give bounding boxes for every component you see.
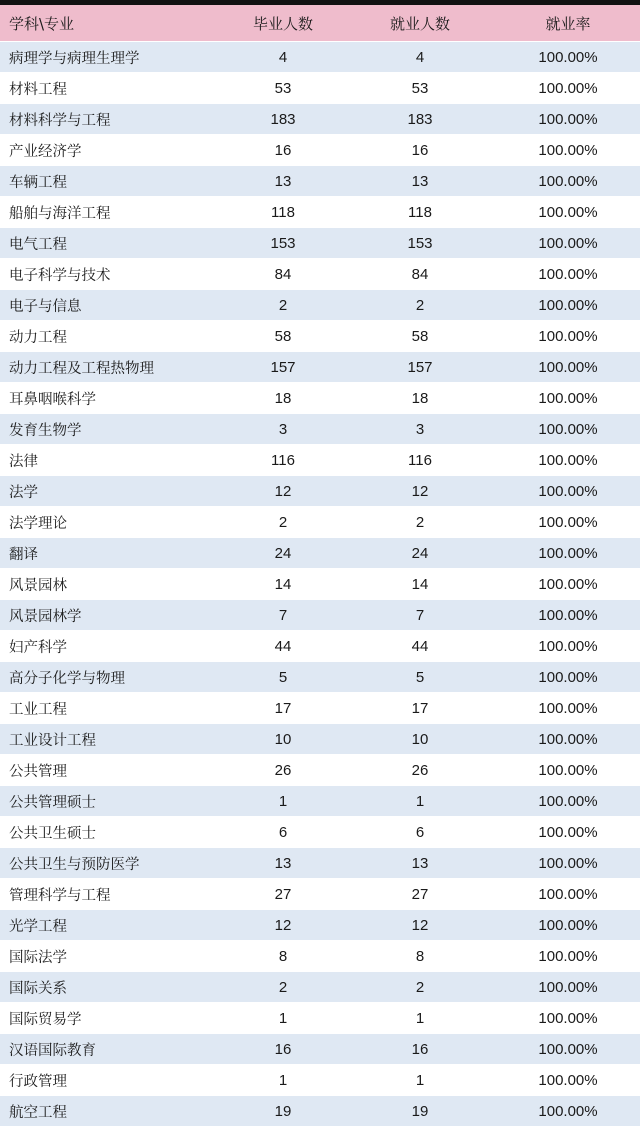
cell-employed: 7 — [344, 600, 496, 631]
cell-employed: 14 — [344, 569, 496, 600]
table-row — [0, 972, 640, 1003]
cell-major: 妇产科学 — [0, 631, 222, 662]
table-row — [0, 414, 640, 445]
cell-employment-rate: 100.00% — [496, 352, 640, 383]
cell-employment-rate: 100.00% — [496, 166, 640, 197]
cell-employed: 58 — [344, 321, 496, 352]
cell-employment-rate: 100.00% — [496, 910, 640, 941]
cell-graduates: 16 — [222, 135, 344, 166]
cell-graduates: 2 — [222, 507, 344, 538]
cell-major: 材料科学与工程 — [0, 104, 222, 135]
table-row — [0, 569, 640, 600]
cell-graduates: 84 — [222, 259, 344, 290]
table-row — [0, 817, 640, 848]
table-row — [0, 135, 640, 166]
cell-employment-rate: 100.00% — [496, 569, 640, 600]
cell-employment-rate: 100.00% — [496, 42, 640, 73]
cell-major: 高分子化学与物理 — [0, 662, 222, 693]
cell-employment-rate: 100.00% — [496, 972, 640, 1003]
cell-major: 动力工程 — [0, 321, 222, 352]
table-row — [0, 197, 640, 228]
cell-graduates: 13 — [222, 166, 344, 197]
table-row — [0, 383, 640, 414]
cell-major: 病理学与病理生理学 — [0, 42, 222, 73]
cell-graduates: 3 — [222, 414, 344, 445]
cell-employed: 118 — [344, 197, 496, 228]
cell-major: 公共管理 — [0, 755, 222, 786]
cell-employed: 1 — [344, 786, 496, 817]
cell-employment-rate: 100.00% — [496, 197, 640, 228]
cell-graduates: 24 — [222, 538, 344, 569]
table-row — [0, 848, 640, 879]
table-body — [0, 42, 640, 1127]
cell-employment-rate: 100.00% — [496, 135, 640, 166]
cell-employment-rate: 100.00% — [496, 817, 640, 848]
cell-employment-rate: 100.00% — [496, 476, 640, 507]
cell-major: 管理科学与工程 — [0, 879, 222, 910]
table-row — [0, 507, 640, 538]
cell-graduates: 1 — [222, 786, 344, 817]
table-row — [0, 1096, 640, 1127]
cell-graduates: 26 — [222, 755, 344, 786]
cell-graduates: 8 — [222, 941, 344, 972]
cell-employment-rate: 100.00% — [496, 1034, 640, 1065]
cell-employment-rate: 100.00% — [496, 631, 640, 662]
cell-major: 公共卫生与预防医学 — [0, 848, 222, 879]
cell-graduates: 116 — [222, 445, 344, 476]
cell-major: 法学 — [0, 476, 222, 507]
cell-employment-rate: 100.00% — [496, 538, 640, 569]
cell-employment-rate: 100.00% — [496, 662, 640, 693]
cell-employed: 1 — [344, 1065, 496, 1096]
cell-graduates: 12 — [222, 910, 344, 941]
cell-employment-rate: 100.00% — [496, 507, 640, 538]
cell-employed: 1 — [344, 1003, 496, 1034]
cell-graduates: 7 — [222, 600, 344, 631]
table-row — [0, 755, 640, 786]
cell-major: 公共卫生硕士 — [0, 817, 222, 848]
table-row — [0, 1065, 640, 1096]
cell-employment-rate: 100.00% — [496, 693, 640, 724]
table-row — [0, 259, 640, 290]
cell-employed: 8 — [344, 941, 496, 972]
cell-employment-rate: 100.00% — [496, 1096, 640, 1127]
table-row — [0, 1003, 640, 1034]
header-employed: 就业人数 — [344, 5, 496, 42]
cell-graduates: 5 — [222, 662, 344, 693]
cell-major: 产业经济学 — [0, 135, 222, 166]
cell-employed: 19 — [344, 1096, 496, 1127]
table-row — [0, 290, 640, 321]
cell-graduates: 153 — [222, 228, 344, 259]
table-row — [0, 73, 640, 104]
cell-graduates: 19 — [222, 1096, 344, 1127]
table-row — [0, 724, 640, 755]
cell-major: 国际贸易学 — [0, 1003, 222, 1034]
cell-employed: 26 — [344, 755, 496, 786]
table-row — [0, 476, 640, 507]
cell-employed: 153 — [344, 228, 496, 259]
cell-major: 国际关系 — [0, 972, 222, 1003]
table-row — [0, 662, 640, 693]
table-row — [0, 166, 640, 197]
cell-graduates: 6 — [222, 817, 344, 848]
cell-graduates: 10 — [222, 724, 344, 755]
cell-graduates: 12 — [222, 476, 344, 507]
table-row — [0, 879, 640, 910]
cell-employment-rate: 100.00% — [496, 383, 640, 414]
table-row — [0, 1034, 640, 1065]
cell-employed: 6 — [344, 817, 496, 848]
cell-major: 法律 — [0, 445, 222, 476]
cell-employed: 13 — [344, 848, 496, 879]
cell-employed: 24 — [344, 538, 496, 569]
cell-major: 电子与信息 — [0, 290, 222, 321]
cell-major: 法学理论 — [0, 507, 222, 538]
header-row — [0, 5, 640, 42]
cell-major: 发育生物学 — [0, 414, 222, 445]
cell-major: 风景园林学 — [0, 600, 222, 631]
cell-major: 电子科学与技术 — [0, 259, 222, 290]
cell-employed: 3 — [344, 414, 496, 445]
table-row — [0, 104, 640, 135]
cell-employed: 16 — [344, 135, 496, 166]
cell-employment-rate: 100.00% — [496, 414, 640, 445]
cell-employment-rate: 100.00% — [496, 1065, 640, 1096]
cell-employment-rate: 100.00% — [496, 848, 640, 879]
cell-graduates: 118 — [222, 197, 344, 228]
cell-employed: 44 — [344, 631, 496, 662]
cell-major: 耳鼻咽喉科学 — [0, 383, 222, 414]
cell-graduates: 2 — [222, 290, 344, 321]
cell-employment-rate: 100.00% — [496, 1003, 640, 1034]
cell-major: 国际法学 — [0, 941, 222, 972]
cell-employed: 17 — [344, 693, 496, 724]
cell-graduates: 14 — [222, 569, 344, 600]
cell-employed: 4 — [344, 42, 496, 73]
header-graduates: 毕业人数 — [222, 5, 344, 42]
cell-major: 公共管理硕士 — [0, 786, 222, 817]
cell-major: 翻译 — [0, 538, 222, 569]
cell-employed: 84 — [344, 259, 496, 290]
cell-major: 工业工程 — [0, 693, 222, 724]
cell-employed: 157 — [344, 352, 496, 383]
cell-employment-rate: 100.00% — [496, 600, 640, 631]
cell-graduates: 16 — [222, 1034, 344, 1065]
cell-graduates: 183 — [222, 104, 344, 135]
cell-employment-rate: 100.00% — [496, 259, 640, 290]
cell-employment-rate: 100.00% — [496, 724, 640, 755]
table-row — [0, 445, 640, 476]
cell-employed: 12 — [344, 476, 496, 507]
cell-graduates: 1 — [222, 1003, 344, 1034]
cell-employment-rate: 100.00% — [496, 786, 640, 817]
cell-graduates: 2 — [222, 972, 344, 1003]
cell-employed: 18 — [344, 383, 496, 414]
table-row — [0, 631, 640, 662]
table-row — [0, 352, 640, 383]
cell-major: 材料工程 — [0, 73, 222, 104]
cell-employment-rate: 100.00% — [496, 290, 640, 321]
table-row — [0, 228, 640, 259]
cell-graduates: 17 — [222, 693, 344, 724]
table-row — [0, 538, 640, 569]
cell-major: 车辆工程 — [0, 166, 222, 197]
cell-employed: 27 — [344, 879, 496, 910]
cell-graduates: 4 — [222, 42, 344, 73]
table-row — [0, 910, 640, 941]
cell-employed: 2 — [344, 290, 496, 321]
employment-table — [0, 5, 640, 1127]
cell-employed: 53 — [344, 73, 496, 104]
cell-employed: 12 — [344, 910, 496, 941]
cell-graduates: 13 — [222, 848, 344, 879]
table-row — [0, 42, 640, 73]
table-row — [0, 693, 640, 724]
cell-major: 航空工程 — [0, 1096, 222, 1127]
cell-employment-rate: 100.00% — [496, 755, 640, 786]
cell-major: 电气工程 — [0, 228, 222, 259]
cell-employed: 2 — [344, 972, 496, 1003]
cell-major: 动力工程及工程热物理 — [0, 352, 222, 383]
cell-employed: 10 — [344, 724, 496, 755]
header-major: 学科\专业 — [0, 5, 222, 42]
cell-employment-rate: 100.00% — [496, 321, 640, 352]
cell-employed: 5 — [344, 662, 496, 693]
cell-major: 船舶与海洋工程 — [0, 197, 222, 228]
cell-employed: 16 — [344, 1034, 496, 1065]
table-row — [0, 786, 640, 817]
cell-graduates: 157 — [222, 352, 344, 383]
cell-employment-rate: 100.00% — [496, 879, 640, 910]
cell-employment-rate: 100.00% — [496, 445, 640, 476]
table-row — [0, 600, 640, 631]
table-row — [0, 321, 640, 352]
header-employment-rate: 就业率 — [496, 5, 640, 42]
cell-employed: 2 — [344, 507, 496, 538]
cell-graduates: 53 — [222, 73, 344, 104]
table-row — [0, 941, 640, 972]
cell-employment-rate: 100.00% — [496, 228, 640, 259]
cell-major: 光学工程 — [0, 910, 222, 941]
cell-graduates: 1 — [222, 1065, 344, 1096]
cell-major: 工业设计工程 — [0, 724, 222, 755]
cell-employment-rate: 100.00% — [496, 104, 640, 135]
cell-graduates: 18 — [222, 383, 344, 414]
cell-graduates: 44 — [222, 631, 344, 662]
cell-major: 行政管理 — [0, 1065, 222, 1096]
cell-employed: 183 — [344, 104, 496, 135]
cell-major: 汉语国际教育 — [0, 1034, 222, 1065]
cell-employment-rate: 100.00% — [496, 73, 640, 104]
table-header — [0, 5, 640, 42]
cell-employment-rate: 100.00% — [496, 941, 640, 972]
cell-major: 风景园林 — [0, 569, 222, 600]
cell-employed: 116 — [344, 445, 496, 476]
cell-graduates: 27 — [222, 879, 344, 910]
cell-graduates: 58 — [222, 321, 344, 352]
cell-employed: 13 — [344, 166, 496, 197]
